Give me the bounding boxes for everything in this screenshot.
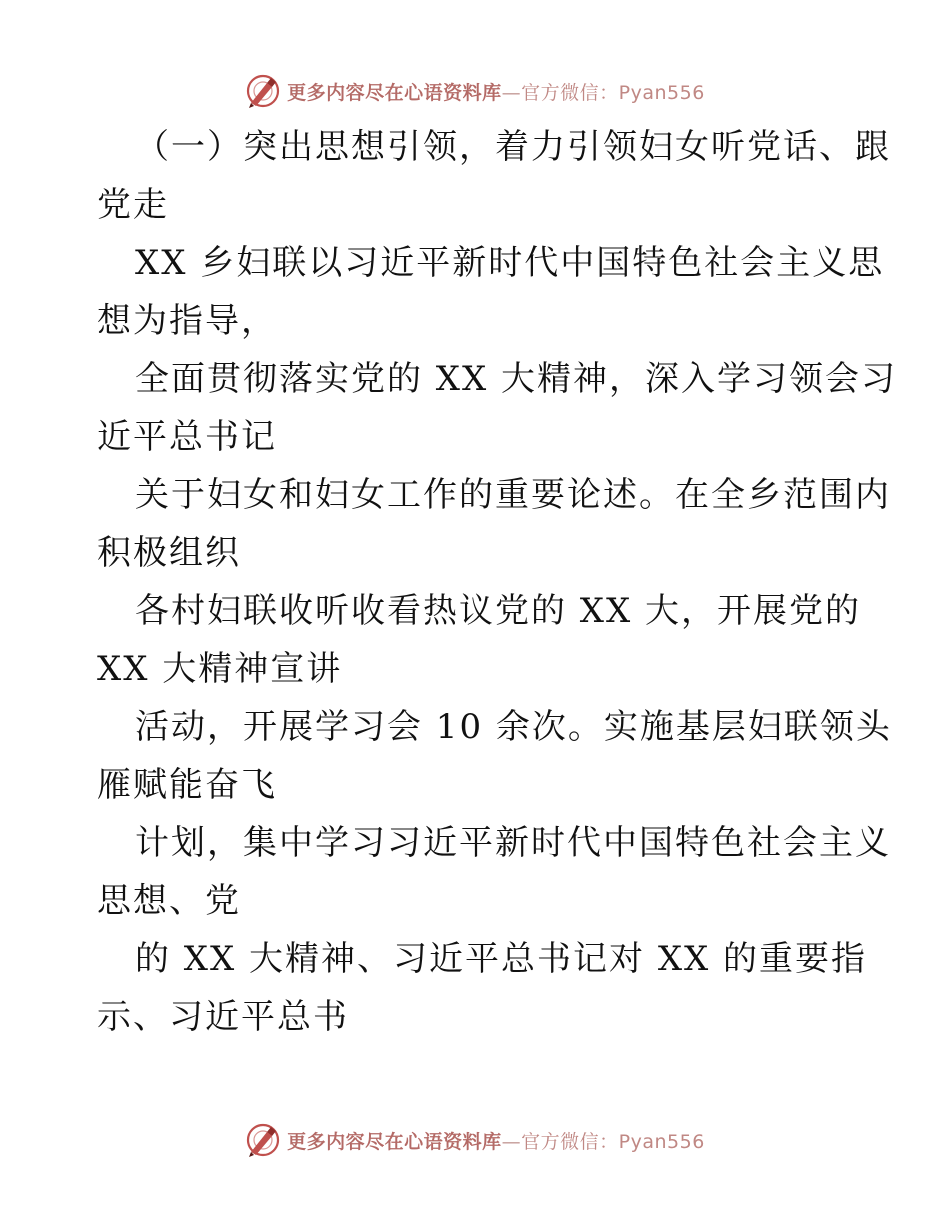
text-line: 关于妇女和妇女工作的重要论述。在全乡范围内 [135, 475, 891, 515]
watermark-dash: — [501, 1130, 522, 1153]
text-line: 全面贯彻落实党的 XX 大精神，深入学习领会习 [135, 359, 898, 399]
text-line: 活动，开展学习会 10 余次。实施基层妇联领头 [135, 707, 892, 747]
watermark-text [287, 78, 705, 105]
watermark-main-text: 更多内容尽在心语资料库 [287, 1130, 502, 1153]
pen-logo-icon [245, 73, 281, 109]
text-line: 示、习近平总书 [97, 997, 349, 1037]
watermark-text [287, 1127, 705, 1154]
text-line: 雁赋能奋飞 [97, 765, 277, 805]
text-line: XX 大精神宣讲 [97, 649, 343, 689]
text-line: 计划，集中学习习近平新时代中国特色社会主义 [135, 823, 891, 863]
watermark-wechat-text: 官方微信：Pyan556 [521, 1130, 705, 1153]
text-line: （一）突出思想引领，着力引领妇女听党话、跟 [135, 127, 891, 167]
text-line: 近平总书记 [97, 417, 277, 457]
document-body [97, 118, 898, 1046]
text-line: 的 XX 大精神、习近平总书记对 XX 的重要指 [135, 939, 868, 979]
text-line: 积极组织 [97, 533, 241, 573]
text-line: 思想、党 [97, 881, 241, 921]
text-line: XX 乡妇联以习近平新时代中国特色社会主义思 [135, 243, 885, 283]
watermark-dash: — [501, 81, 522, 104]
text-line: 想为指导， [97, 301, 277, 341]
watermark-wechat-text: 官方微信：Pyan556 [521, 81, 705, 104]
text-line: 党走 [97, 185, 169, 225]
text-line: 各村妇联收听收看热议党的 XX 大，开展党的 [135, 591, 862, 631]
watermark-main-text: 更多内容尽在心语资料库 [287, 81, 502, 104]
footer-watermark [0, 1120, 950, 1160]
header-watermark [0, 71, 950, 111]
pen-logo-icon [245, 1122, 281, 1158]
